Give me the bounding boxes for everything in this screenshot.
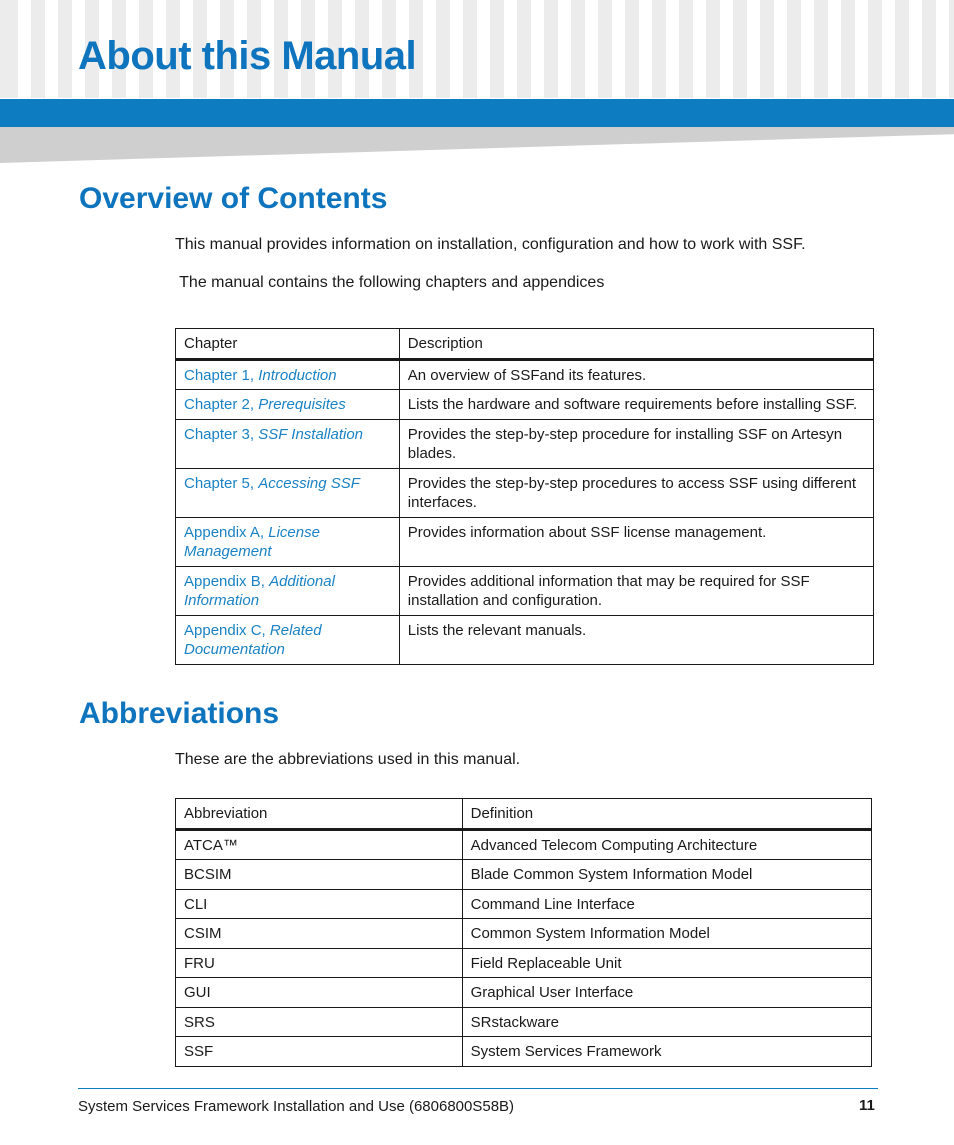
table-row <box>176 1007 872 1037</box>
table-row <box>176 889 872 919</box>
abbreviation-cell: ATCA™ <box>176 829 463 860</box>
abbreviations-table <box>175 798 872 1067</box>
abbreviations-intro: These are the abbreviations used in this manual. <box>175 751 521 768</box>
chapter-description: Provides information about SSF license management. <box>399 517 873 566</box>
table-row <box>176 566 874 615</box>
chapter-link[interactable]: Chapter 5, Accessing SSF <box>176 468 400 517</box>
table-row <box>176 517 874 566</box>
abbreviation-cell: SRS <box>176 1007 463 1037</box>
table-row <box>176 615 874 664</box>
table-row <box>176 359 874 390</box>
abbreviation-cell: CLI <box>176 889 463 919</box>
overview-intro-2: The manual contains the following chapters and appendices <box>175 274 605 291</box>
table-row <box>176 468 874 517</box>
chapter-link[interactable]: Chapter 2, Prerequisites <box>176 390 400 420</box>
abbreviation-cell: BCSIM <box>176 860 463 890</box>
chapter-link[interactable]: Appendix B, Additional Information <box>176 566 400 615</box>
table-row <box>176 860 872 890</box>
table-row <box>176 829 872 860</box>
definition-cell: Common System Information Model <box>462 919 871 949</box>
abbreviation-cell: SSF <box>176 1037 463 1067</box>
definition-cell: Field Replaceable Unit <box>462 948 871 978</box>
table-header-row <box>176 799 872 830</box>
table-row <box>176 919 872 949</box>
column-header-description: Description <box>399 329 873 360</box>
definition-cell: SRstackware <box>462 1007 871 1037</box>
abbreviation-cell: FRU <box>176 948 463 978</box>
chapters-table <box>175 328 874 665</box>
chapter-link[interactable]: Appendix C, Related Documentation <box>176 615 400 664</box>
abbreviations-heading: Abbreviations <box>79 697 280 730</box>
column-header-definition: Definition <box>462 799 871 830</box>
table-row <box>176 978 872 1008</box>
table-header-row <box>176 329 874 360</box>
chapter-description: Lists the relevant manuals. <box>399 615 873 664</box>
column-header-abbreviation: Abbreviation <box>176 799 463 830</box>
chapter-link[interactable]: Chapter 3, SSF Installation <box>176 419 400 468</box>
footer-document-title: System Services Framework Installation and Use (6806800S58B) <box>78 1098 515 1115</box>
definition-cell: Command Line Interface <box>462 889 871 919</box>
abbreviation-cell: CSIM <box>176 919 463 949</box>
definition-cell: Advanced Telecom Computing Architecture <box>462 829 871 860</box>
page-title: About this Manual <box>78 34 417 78</box>
table-row <box>176 419 874 468</box>
definition-cell: Blade Common System Information Model <box>462 860 871 890</box>
chapter-link[interactable]: Appendix A, License Management <box>176 517 400 566</box>
table-row <box>176 948 872 978</box>
column-header-chapter: Chapter <box>176 329 400 360</box>
page-number: 11 <box>859 1097 875 1114</box>
chapter-description: An overview of SSFand its features. <box>399 359 873 390</box>
overview-intro: This manual provides information on installation, configuration and how to work with SSF. <box>175 236 806 253</box>
overview-heading: Overview of Contents <box>79 182 388 215</box>
chapter-link[interactable]: Chapter 1, Introduction <box>176 359 400 390</box>
definition-cell: System Services Framework <box>462 1037 871 1067</box>
abbreviation-cell: GUI <box>176 978 463 1008</box>
chapter-description: Lists the hardware and software requirements before installing SSF. <box>399 390 873 420</box>
header-blue-bar <box>0 99 954 127</box>
chapter-description: Provides the step-by-step procedures to access SSF using different interfaces. <box>399 468 873 517</box>
chapter-description: Provides the step-by-step procedure for installing SSF on Artesyn blades. <box>399 419 873 468</box>
chapter-description: Provides additional information that may be required for SSF installation and configuration. <box>399 566 873 615</box>
footer-rule <box>78 1088 878 1089</box>
definition-cell: Graphical User Interface <box>462 978 871 1008</box>
table-row <box>176 1037 872 1067</box>
table-row <box>176 390 874 420</box>
header-gray-wedge <box>0 127 954 163</box>
